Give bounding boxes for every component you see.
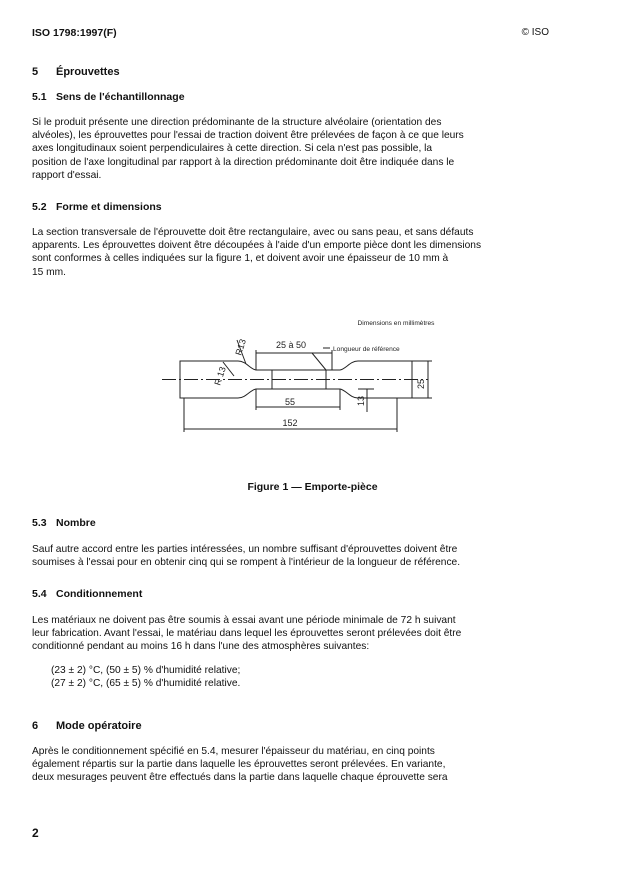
text-line: soumises à l'essai pour en obtenir cinq qui se rompent à l'intérieur de la longueur de référence. xyxy=(32,557,461,569)
section-5-4-heading xyxy=(32,588,142,600)
text-line: conditionné pendant au moins 16 h dans l'une des atmosphères suivantes: xyxy=(32,641,370,653)
leader-line xyxy=(312,353,326,370)
section-title: Nombre xyxy=(56,517,96,529)
section-title: Conditionnement xyxy=(56,588,143,600)
figure-caption: Figure 1 — Emporte-pièce xyxy=(247,481,378,493)
list-item: (23 ± 2) °C, (50 ± 5) % d'humidité relative; xyxy=(51,665,241,676)
die-cutter-drawing xyxy=(160,314,460,439)
section-title: Mode opératoire xyxy=(56,720,142,732)
list-item: (27 ± 2) °C, (65 ± 5) % d'humidité relative. xyxy=(51,678,241,690)
text-line: Sauf autre accord entre les parties intéressées, un nombre suffisant d'éprouvettes doivent être xyxy=(32,544,458,555)
atmosphere-list xyxy=(51,664,240,690)
text-line: Après le conditionnement spécifié en 5.4, mesurer l'épaisseur du matériau, en cinq points xyxy=(32,746,435,757)
text-line: Si le produit présente une direction prédominante de la structure alvéolaire (orientation des xyxy=(32,117,442,128)
text-line: deux mesurages peuvent être effectués dans la partie dans laquelle chaque éprouvette sera xyxy=(32,772,448,784)
section-number: 5.1 xyxy=(32,91,47,103)
radius-label-upper: R13 xyxy=(233,337,249,357)
text-line: apparents. Les éprouvettes doivent être découpées à l'aide d'un emporte pièce dont les dimensions xyxy=(32,240,482,252)
section-5-3-paragraph xyxy=(32,543,552,569)
section-6-paragraph xyxy=(32,745,552,785)
figure-1-die-cutter xyxy=(160,314,460,444)
section-5-2-heading xyxy=(32,201,162,213)
section-number: 5.3 xyxy=(32,517,47,529)
page-number: 2 xyxy=(32,826,39,840)
section-number: 5.4 xyxy=(32,588,47,600)
dim-25-label: 25 xyxy=(416,378,426,390)
section-number: 5 xyxy=(32,66,39,78)
section-5-heading xyxy=(32,66,120,78)
dim-25-50-label: 25 à 50 xyxy=(275,340,307,350)
section-title: Forme et dimensions xyxy=(56,201,162,213)
standard-reference: ISO 1798:1997(F) xyxy=(32,27,117,39)
text-line: 15 mm. xyxy=(32,266,66,278)
section-5-2-paragraph xyxy=(32,226,552,279)
section-title: Sens de l'échantillonnage xyxy=(56,91,185,103)
text-line: La section transversale de l'éprouvette doit être rectangulaire, avec ou sans peau, et sans défauts xyxy=(32,227,474,238)
section-5-1-heading xyxy=(32,91,185,103)
dim-13-label: 13 xyxy=(356,395,366,407)
text-line: axes longitudinaux soient perpendiculaires à cette direction. Si cela n'est pas possible, la xyxy=(32,143,433,155)
section-5-3-heading xyxy=(32,517,96,529)
text-line: position de l'axe longitudinal par rapport à la direction prédominante doit être indiquée dans le xyxy=(32,156,455,168)
section-6-heading xyxy=(32,720,142,732)
section-number: 6 xyxy=(32,720,39,732)
section-title: Éprouvettes xyxy=(56,66,120,78)
text-line: sont conformes à celles indiquées sur la figure 1, et doivent avoir une épaisseur de 10 mm à xyxy=(32,253,449,265)
reference-length-label: Longueur de référence xyxy=(333,346,400,353)
section-number: 5.2 xyxy=(32,201,47,213)
dim-152-label: 152 xyxy=(282,418,298,428)
units-note: Dimensions en millimètres xyxy=(357,320,435,327)
text-line: leur fabrication. Avant l'essai, le matériau dans lequel les éprouvettes seront prélevées doit être xyxy=(32,628,462,640)
text-line: rapport d'essai. xyxy=(32,169,102,181)
text-line: alvéoles), les éprouvettes pour l'essai de traction doivent être prélevées de façon à ce que leurs xyxy=(32,130,464,142)
text-line: également répartis sur la partie dans laquelle les éprouvettes seront prélevées. En variante, xyxy=(32,759,446,771)
copyright-mark: © ISO xyxy=(521,27,549,38)
text-line: Les matériaux ne doivent pas être soumis à essai avant une période minimale de 72 h suivant xyxy=(32,615,456,626)
section-5-4-paragraph xyxy=(32,614,552,654)
radius-label-lower: R 13 xyxy=(212,365,228,387)
section-5-1-paragraph xyxy=(32,116,552,182)
dim-55-label: 55 xyxy=(284,397,296,407)
